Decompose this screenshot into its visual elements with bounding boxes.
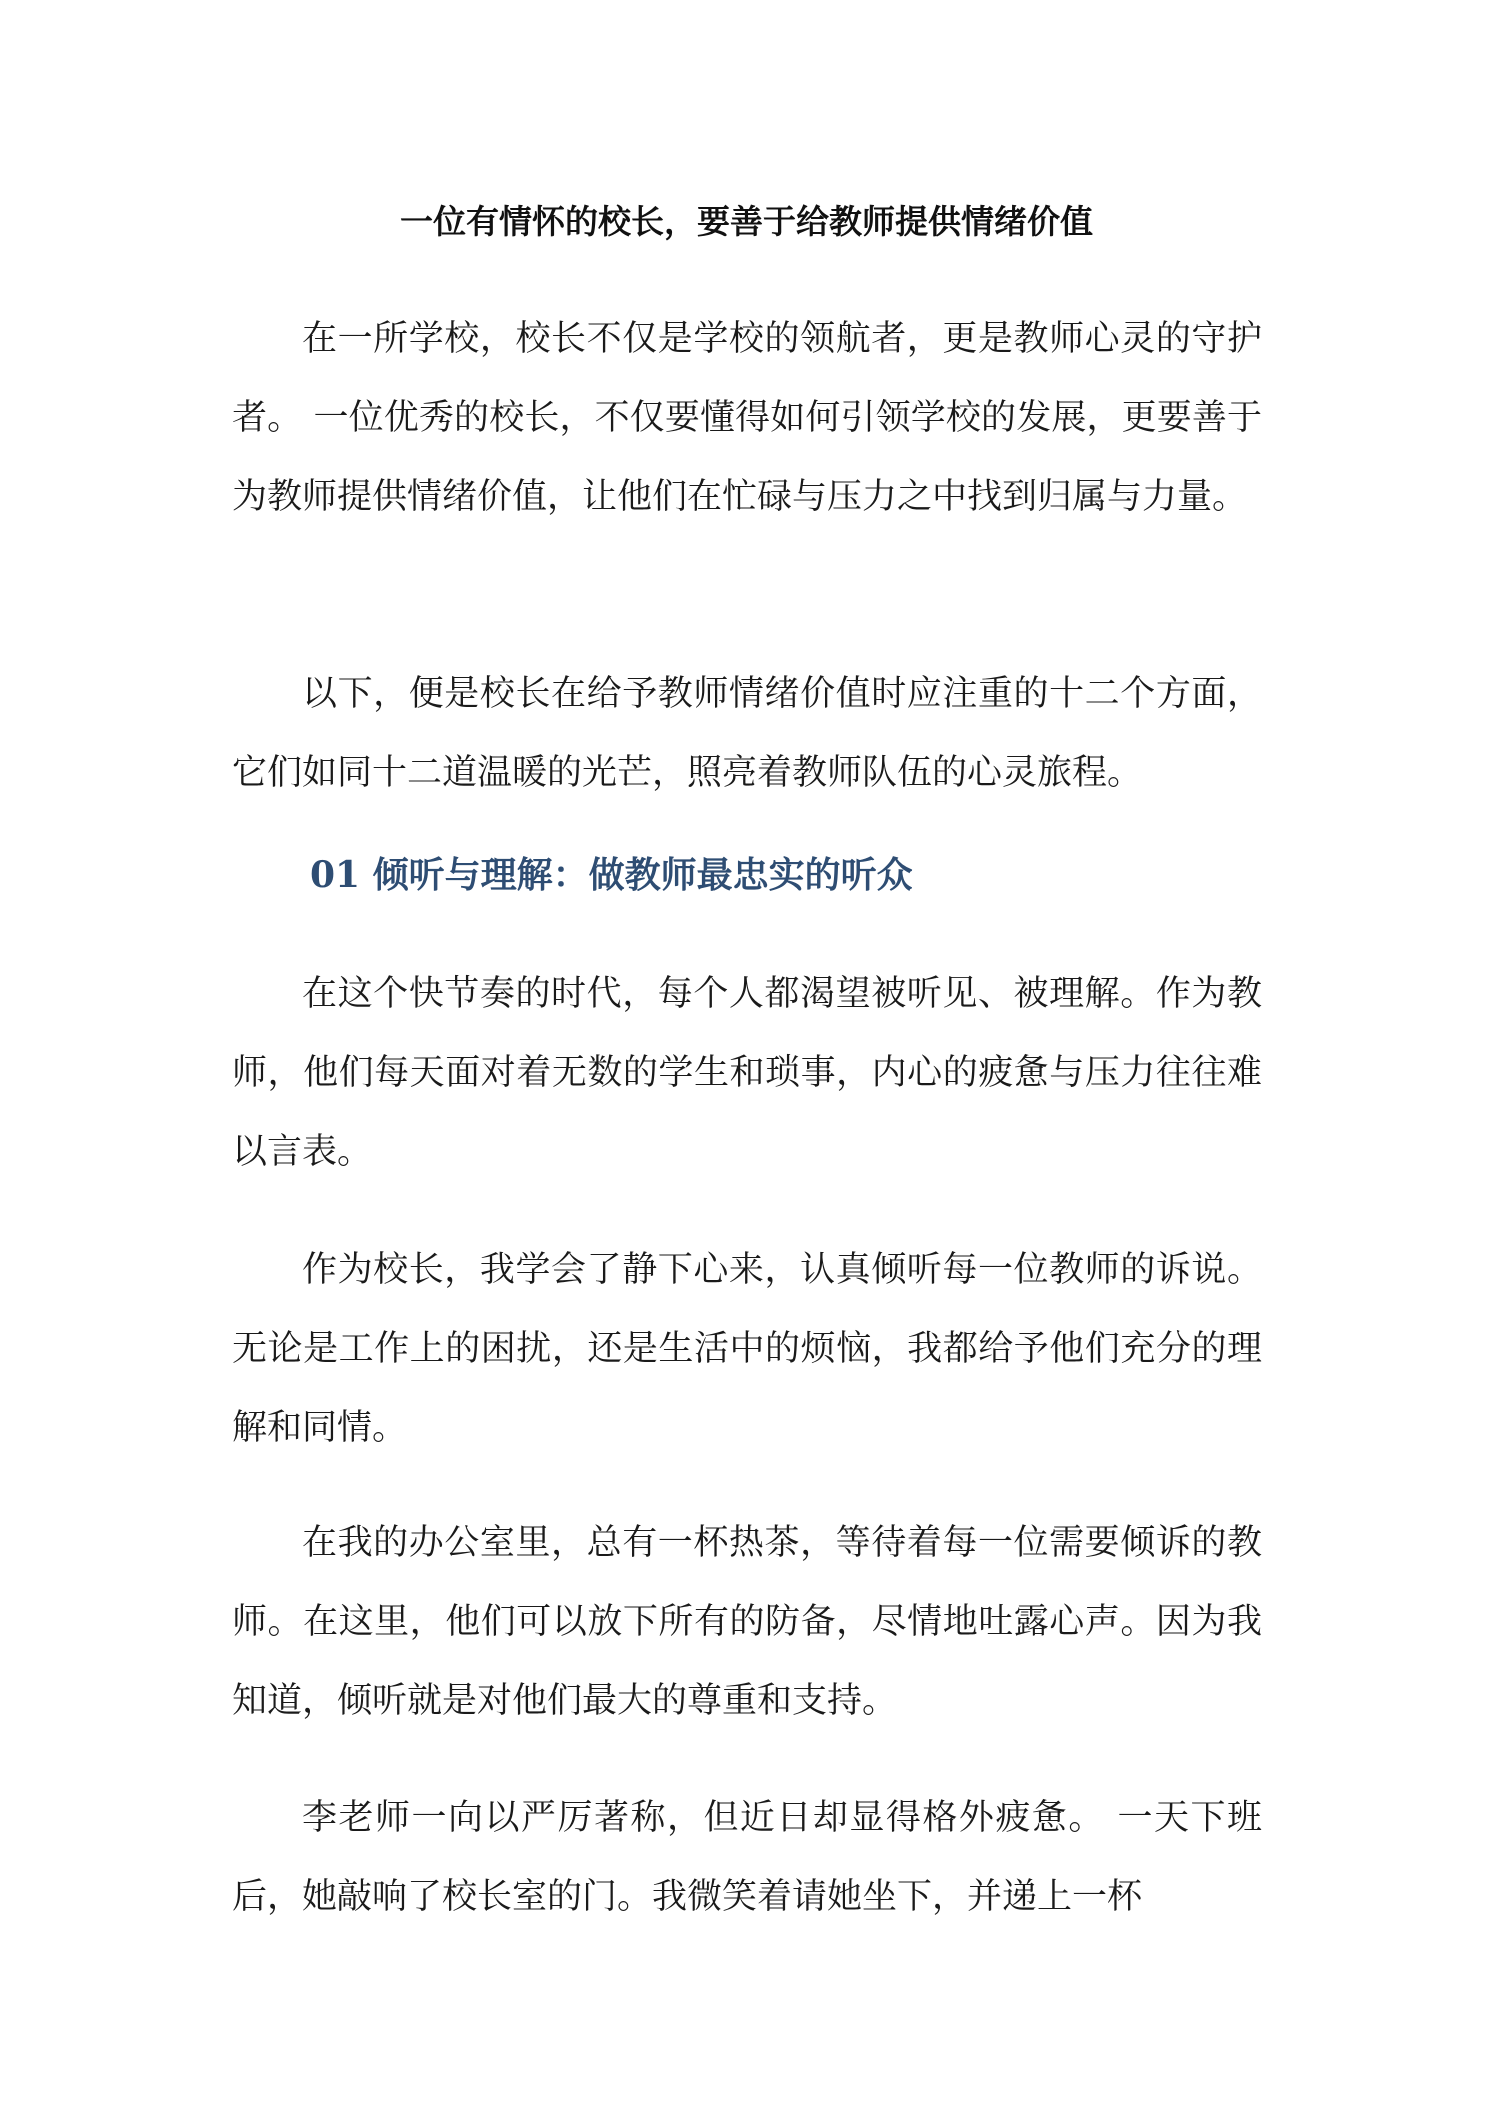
section-01-paragraph-4: 李老师一向以严厉著称，但近日却显得格外疲惫。 一天下班后，她敲响了校长室的门。我微笑着请她坐下，并递上一杯 [232,1798,1262,1917]
document-title: 一位有情怀的校长，要善于给教师提供情绪价值 [400,202,1093,241]
section-01-heading: 01 倾听与理解：做教师最忠实的听众 [310,854,913,896]
section-01-paragraph-2: 作为校长，我学会了静下心来，认真倾听每一位教师的诉说。无论是工作上的困扰，还是生活中的烦恼，我都给予他们充分的理解和同情。 [232,1250,1262,1448]
section-01-paragraph-3: 在我的办公室里，总有一杯热茶，等待着每一位需要倾诉的教师。在这里，他们可以放下所有的防备，尽情地吐露心声。因为我知道，倾听就是对他们最大的尊重和支持。 [232,1523,1262,1721]
section-01-paragraph-1: 在这个快节奏的时代，每个人都渴望被听见、被理解。作为教师，他们每天面对着无数的学生和琐事，内心的疲惫与压力往往难以言表。 [232,974,1262,1172]
intro-paragraph-1: 在一所学校，校长不仅是学校的领航者，更是教师心灵的守护者。 一位优秀的校长，不仅要懂得如何引领学校的发展，更要善于为教师提供情绪价值，让他们在忙碌与压力之中找到归属与力量。 [232,319,1262,517]
intro-paragraph-2: 以下，便是校长在给予教师情绪价值时应注重的十二个方面，它们如同十二道温暖的光芒，照亮着教师队伍的心灵旅程。 [232,674,1262,793]
